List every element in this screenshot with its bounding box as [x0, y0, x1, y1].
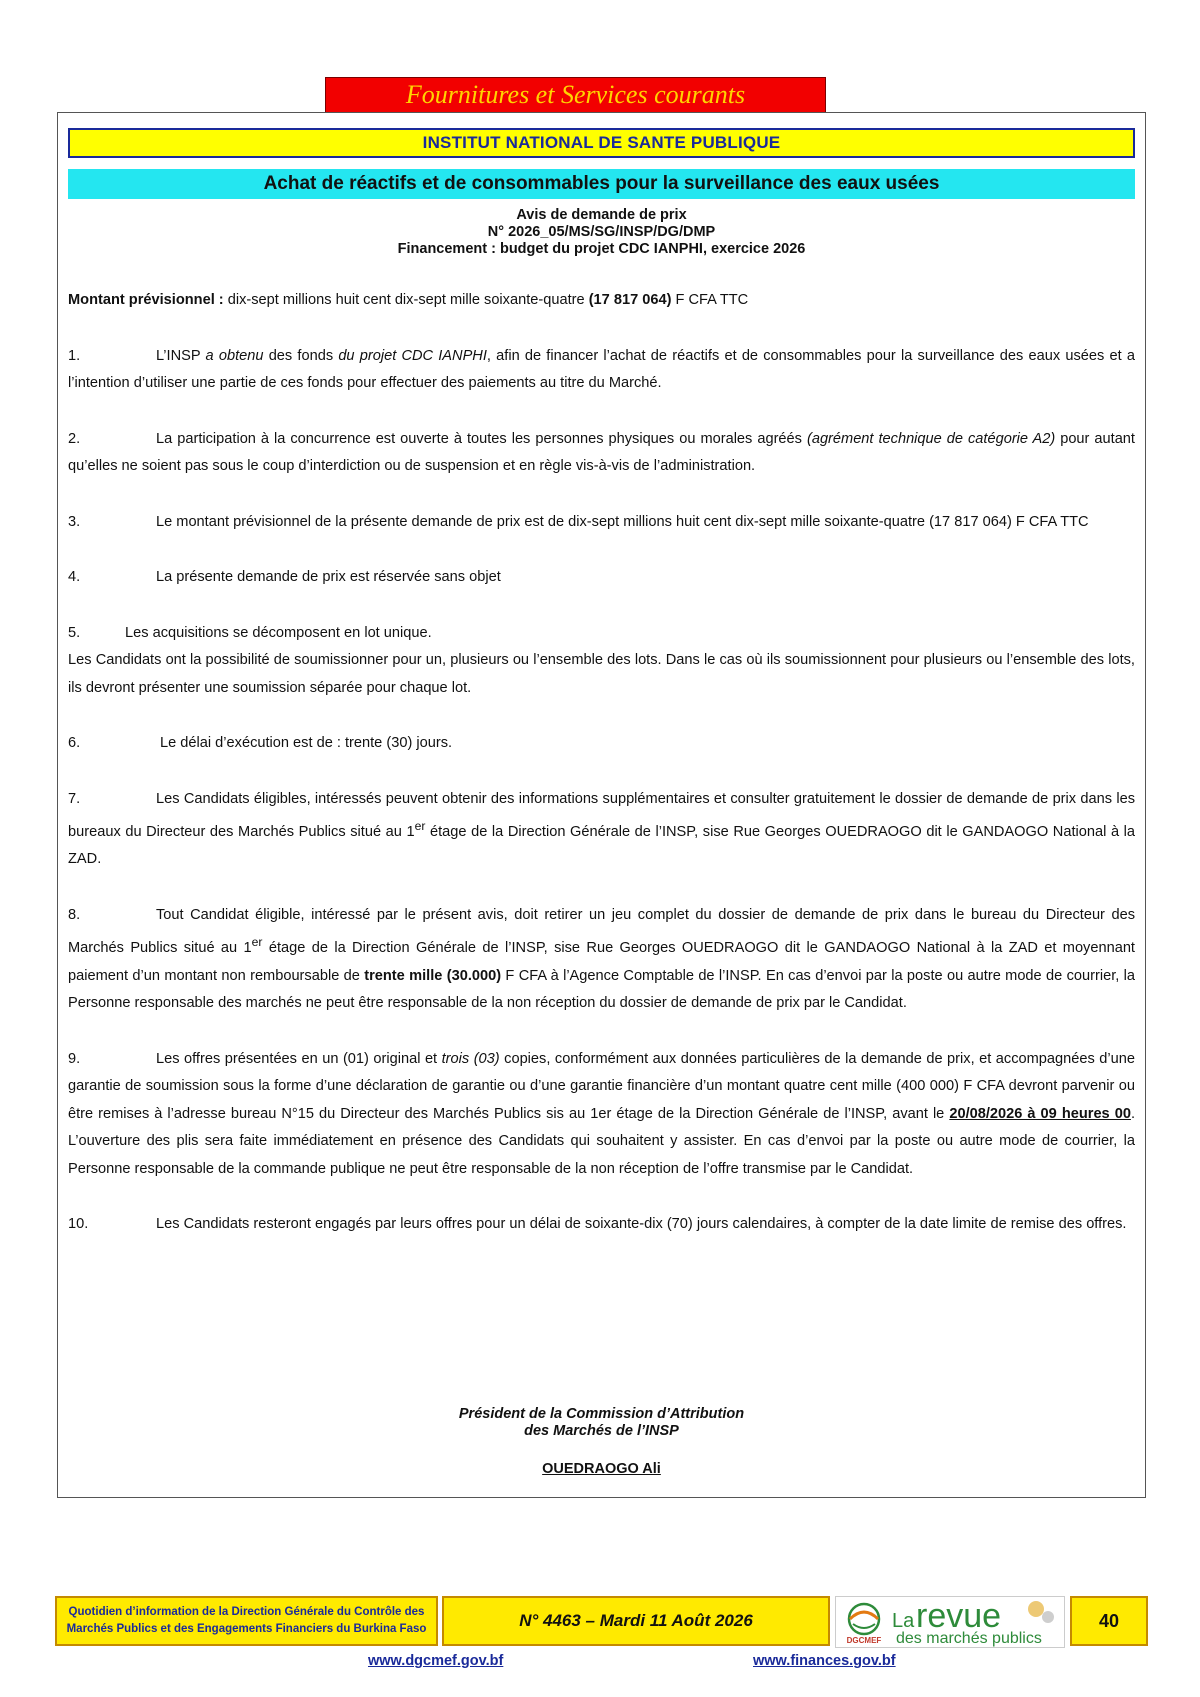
text-run: Le délai d’exécution est de : trente (30) jours.	[160, 735, 453, 751]
text-run-italic: du projet CDC IANPHI	[338, 347, 487, 364]
footer-issue	[442, 1596, 830, 1646]
estimated-amount-currency: F CFA TTC	[671, 292, 749, 308]
paragraph-2	[68, 426, 1135, 481]
text-run: Tout Candidat éligible, intéressé par le présent avis, doit retirer un jeu complet du dossier de demande de prix dans le bureau du Directeur des Marchés Publics situé au 1	[68, 906, 1135, 957]
paragraph-number: 2.	[68, 430, 81, 447]
notice-title: Achat de réactifs et de consommables pour la surveillance des eaux usées	[263, 173, 940, 194]
text-run: Le montant prévisionnel de la présente demande de prix est de dix-sept millions huit cent dix-sept mille soixante-quatre (17 817 064) F CFA TTC	[156, 513, 1089, 530]
footer-publisher-line1: Quotidien d’information de la Direction Générale du Contrôle des	[68, 1606, 425, 1618]
text-run: Les Candidats éligibles, intéressés peuvent obtenir des informations supplémentaires et consulter gratuitement le dossier de demande de prix dans les bureaux du Directeur des Marchés Publics situé au 1	[68, 790, 1135, 840]
page-number-text: 40	[1098, 1610, 1120, 1631]
paragraph-9	[68, 1046, 1135, 1184]
logo-la-text: La	[892, 1610, 915, 1632]
paragraph-number: 5.	[68, 624, 81, 641]
signature-block	[68, 1406, 1135, 1478]
notice-number: N° 2026_05/MS/SG/INSP/DG/DMP	[487, 224, 716, 240]
text-run: Les acquisitions se décomposent en lot unique.	[125, 624, 432, 641]
text-run-italic: a obtenu	[205, 347, 264, 364]
notice-financing: Financement : budget du projet CDC IANPHI, exercice 2026	[397, 241, 806, 257]
paragraph-8	[68, 902, 1135, 1018]
paragraph-3	[68, 509, 1135, 537]
text-run: Les Candidats ont la possibilité de soumissionner pour un, plusieurs ou l’ensemble des lots. Dans le cas où ils soumissionnent pour plusieurs ou l’ensemble des lots, ils devront présenter une soumission séparée pour chaque lot.	[68, 652, 1135, 696]
paragraph-5	[68, 620, 1135, 648]
revue-logo-art	[836, 1597, 1064, 1647]
section-banner-text: Fournitures et Services courants	[405, 80, 746, 109]
text-run: étage de la Direction Générale de l’INSP, sise Rue Georges OUEDRAOGO dit le GANDAOGO National à la ZAD et moyennant paiement d’un montant non remboursable de	[68, 940, 1135, 984]
logo-revue-text: revue	[916, 1597, 1002, 1635]
notice-type: Avis de demande de prix	[516, 207, 687, 223]
paragraph-7	[68, 786, 1135, 874]
notice-header	[68, 207, 1135, 258]
text-run-bold: trente mille (30.000)	[364, 967, 502, 984]
finances-link[interactable]: www.finances.gov.bf	[753, 1653, 896, 1669]
page-footer	[55, 1596, 1150, 1648]
footer-publisher	[55, 1596, 438, 1646]
text-run: F CFA à l’Agence Comptable de l’INSP. En cas d’envoi par la poste ou autre mode de courrier, la Personne responsable des marchés ne peut être responsable de la non réception du dossier de demande de prix par le Candidat.	[68, 967, 1136, 1012]
text-run: L’INSP	[156, 347, 206, 364]
paragraph-number: 6.	[68, 735, 81, 751]
footer-publisher-line2: Marchés Publics et des Engagements Financiers du Burkina Faso	[66, 1623, 427, 1635]
notice-body	[68, 287, 1135, 1239]
revue-logo	[835, 1596, 1065, 1648]
superscript: er	[251, 935, 263, 950]
text-run: . L’ouverture des plis sera faite immédiatement en présence des Candidats qui souhaitent y assister. En cas d’envoi par la poste ou autre mode de courrier, la Personne responsable de la commande publique ne peut être responsable de la non réception de l’offre transmise par le Candidat.	[68, 1105, 1135, 1177]
paragraph-number: 8.	[68, 906, 81, 923]
paragraph-number: 4.	[68, 569, 81, 585]
paragraph-number: 9.	[68, 1050, 81, 1067]
text-run: copies, conformément aux données particulières de la demande de prix, et accompagnées d’une garantie de soumission sous la forme d’une déclaration de garantie ou d’une garantie financière d’un montant quatre cent mille (400 000) F CFA devront parvenir ou être remises à l’adresse bureau N°15 du Directeur des Marchés Publics sis au 1er étage de la Direction Générale de l’INSP, avant le	[68, 1050, 1135, 1122]
paragraph-number: 1.	[68, 347, 81, 364]
section-banner	[325, 77, 826, 113]
logo-subtitle-text: des marchés publics	[896, 1630, 1042, 1647]
org-banner	[68, 128, 1135, 158]
estimated-amount	[68, 287, 1135, 315]
paragraph-10	[68, 1211, 1135, 1239]
text-run: La participation à la concurrence est ouverte à toutes les personnes physiques ou morales agréés	[156, 430, 807, 447]
logo-small-text: DGCMEF	[846, 1636, 882, 1645]
issue-number-date: N° 4463 – Mardi 11 Août 2026	[519, 1611, 753, 1630]
superscript: er	[414, 819, 426, 833]
text-run: La présente demande de prix est réservée sans objet	[156, 569, 501, 585]
text-run-italic: (agrément technique de catégorie A2)	[806, 430, 1056, 447]
signatory-name: OUEDRAOGO Ali	[542, 1461, 661, 1477]
text-run: , afin de financer l’achat de réactifs et de consommables pour la surveillance des eaux usées et a l’intention d’utiliser une partie de ces fonds pour effectuer des paiements au titre du Marché.	[68, 347, 1135, 391]
deadline-date: 20/08/2026 à 09 heures 00	[949, 1105, 1131, 1122]
text-run: des fonds	[263, 347, 339, 364]
text-run: étage de la Direction Générale de l’INSP, sise Rue Georges OUEDRAOGO dit le GANDAOGO National à la ZAD.	[68, 823, 1136, 868]
text-run: Les Candidats resteront engagés par leurs offres pour un délai de soixante-dix (70) jours calendaires, à compter de la date limite de remise des offres.	[156, 1216, 1127, 1233]
paragraph-1	[68, 343, 1135, 398]
text-run: pour autant qu’elles ne soient pas sous le coup d’interdiction ou de suspension et en règle vis-à-vis de l’administration.	[68, 430, 1135, 474]
signatory-role: Président de la Commission d’Attribution	[458, 1406, 745, 1422]
signatory-role-line2: des Marchés de l’INSP	[524, 1423, 679, 1439]
paragraph-6	[68, 730, 1135, 758]
notice-title-banner	[68, 169, 1135, 199]
paragraph-number: 7.	[68, 790, 81, 807]
paragraph-5-continuation	[68, 647, 1135, 702]
estimated-amount-label: Montant prévisionnel :	[68, 292, 224, 308]
text-run: Les offres présentées en un (01) original et	[156, 1050, 442, 1067]
org-name: INSTITUT NATIONAL DE SANTE PUBLIQUE	[422, 133, 781, 152]
paragraph-4	[68, 564, 1135, 592]
paragraph-number: 3.	[68, 513, 81, 530]
text-run-italic: trois (03)	[441, 1050, 500, 1067]
page-number	[1070, 1596, 1148, 1646]
paragraph-number: 10.	[68, 1216, 89, 1233]
dgcmef-link[interactable]: www.dgcmef.gov.bf	[368, 1653, 504, 1669]
estimated-amount-figure: (17 817 064)	[588, 292, 672, 308]
estimated-amount-text: dix-sept millions huit cent dix-sept mille soixante-quatre	[223, 292, 589, 308]
